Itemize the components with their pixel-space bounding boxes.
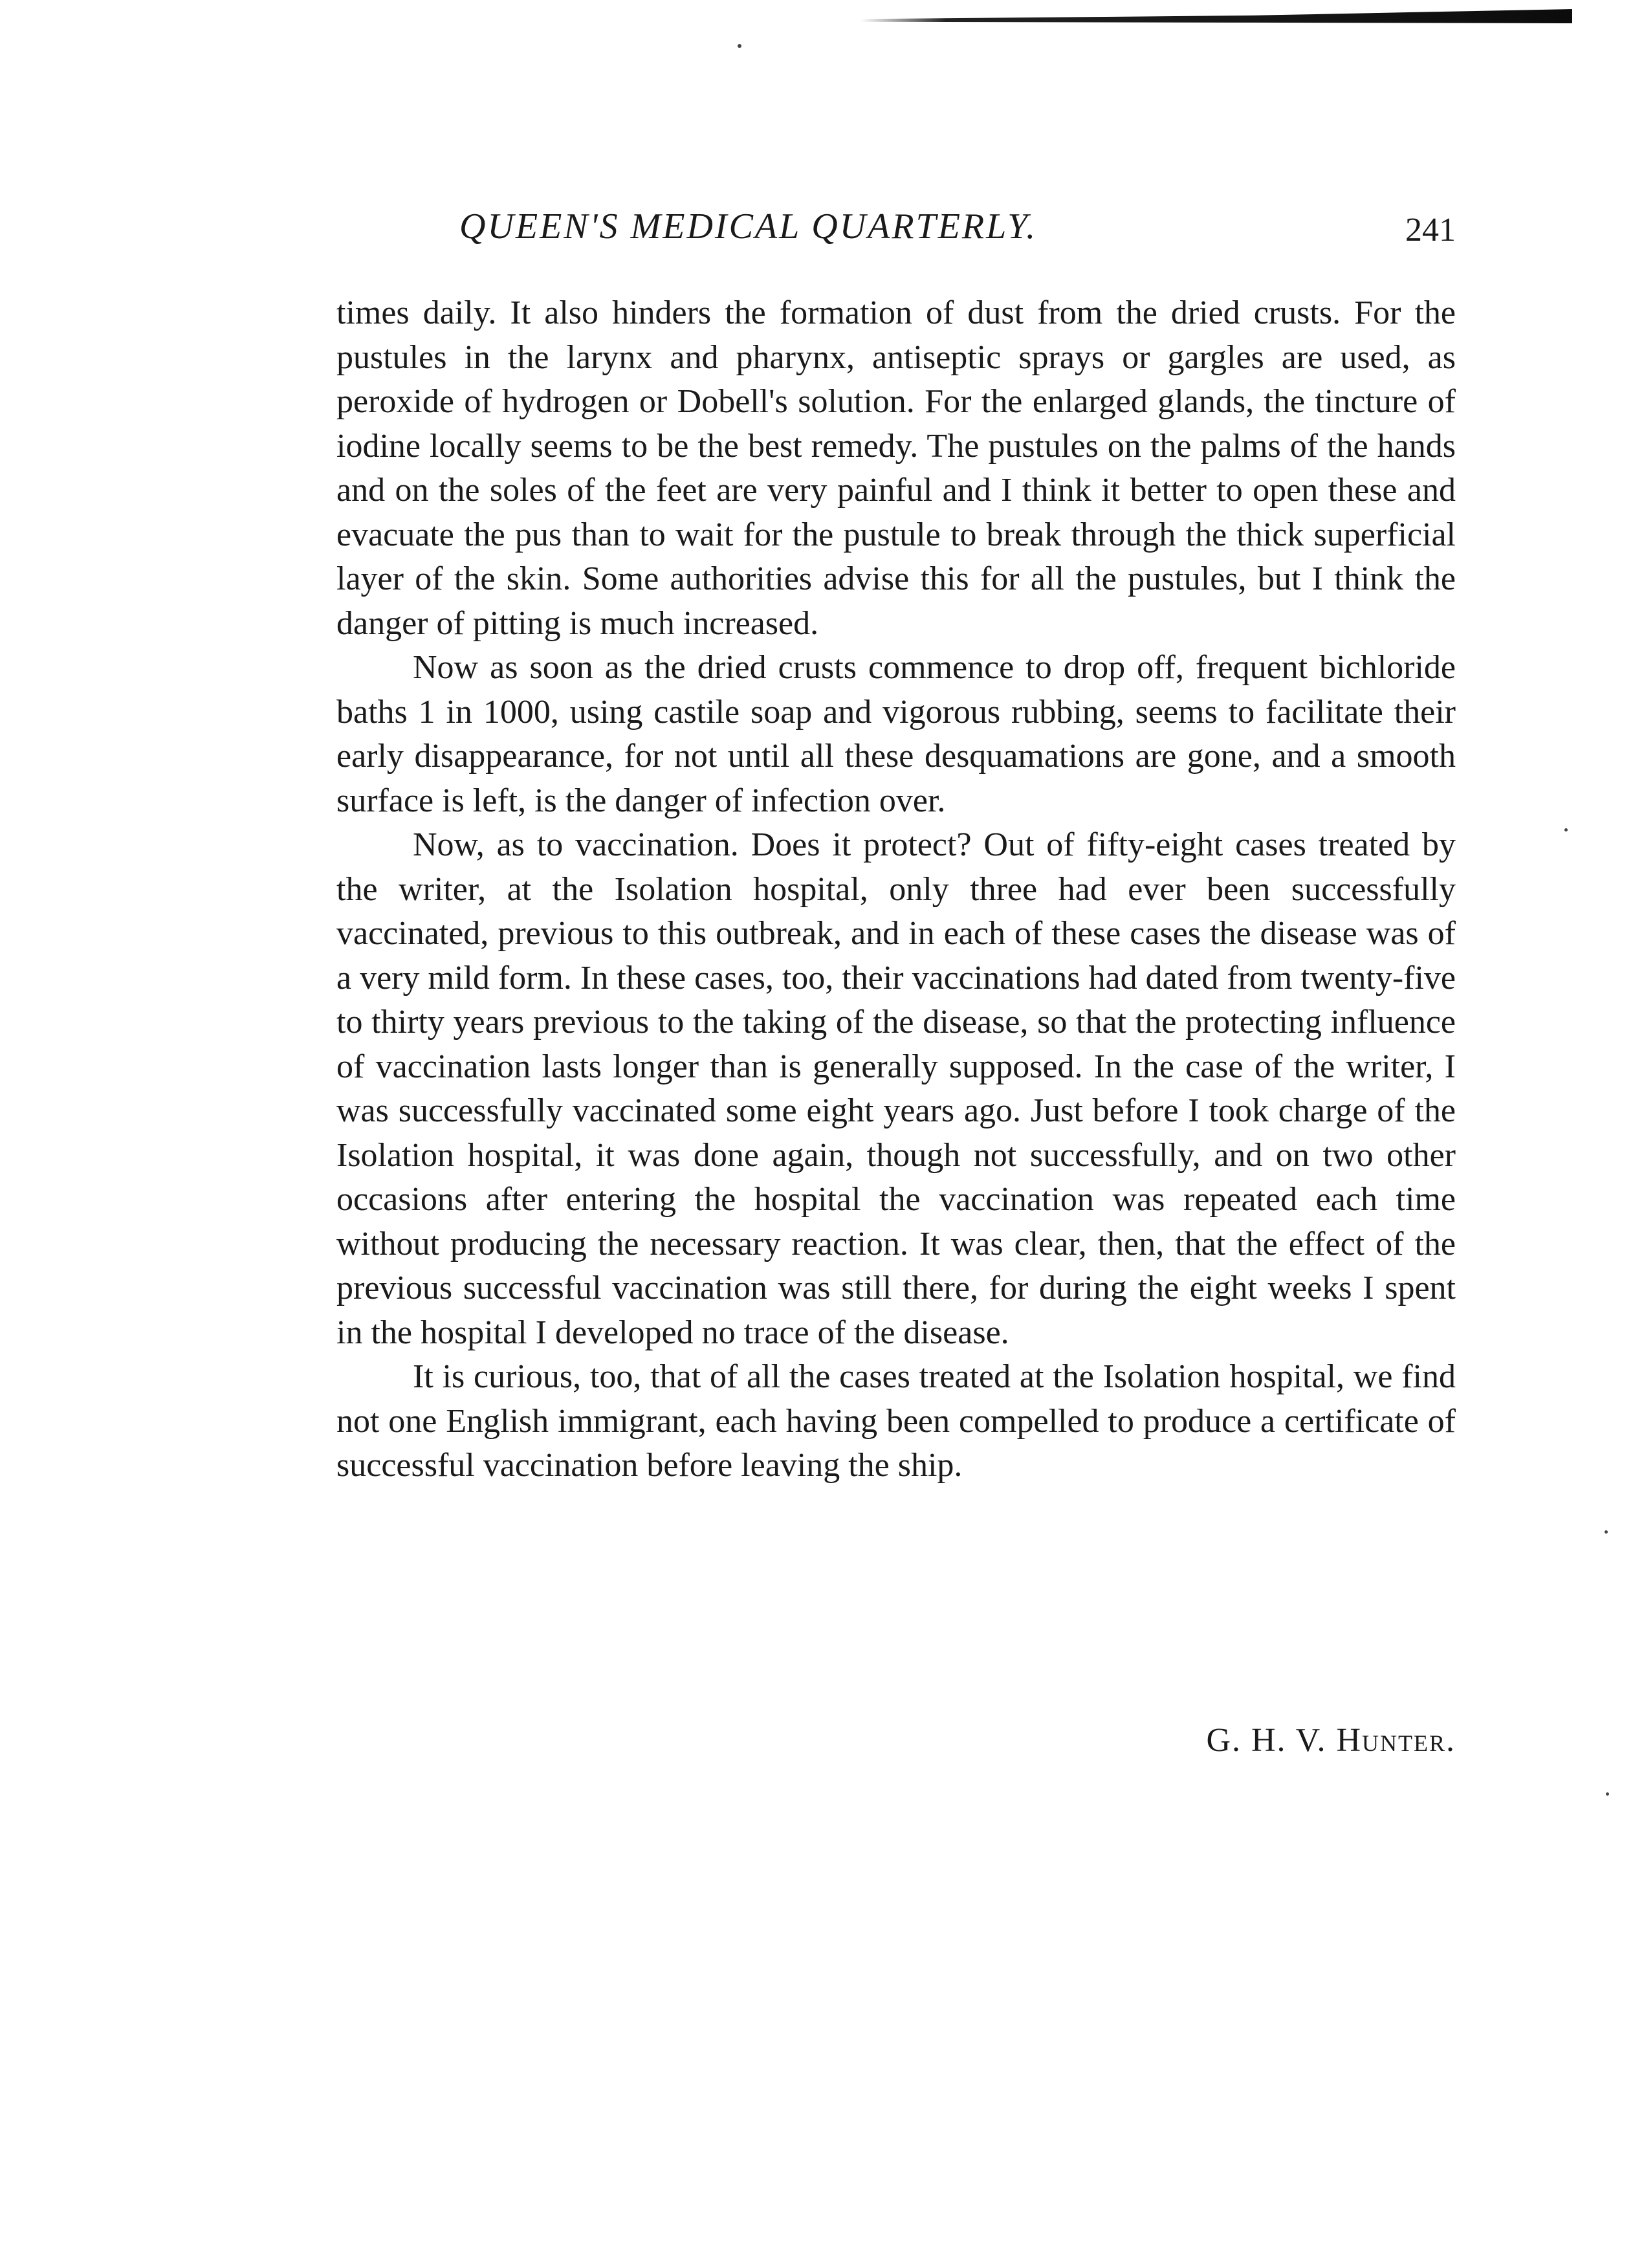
- journal-title: QUEEN'S MEDICAL QUARTERLY.: [459, 206, 1038, 247]
- paragraph-vaccination: Now, as to vaccination. Does it protect? Out of fifty-eight cases treated by the writer, at the Isolation hospital, only three had ever been successfully vaccinated, previous to this outbreak, and in each of these cases the disease was of a very mild form. In these cases, too, their vaccinations had dated from twenty-five to thirty years previous to the taking of the disease, so that the protecting influence of vaccination lasts longer than is generally supposed. In the case of the writer, I was successfully vaccinated some eight years ago. Just before I took charge of the Isolation hospital, it was done again, though not successfully, and on two other occasions after entering the hospital the vaccination was repeated each time without producing the necessary reaction. It was clear, then, that the effect of the previous successful vaccination was still there, for during the eight weeks I spent in the hospital I developed no trace of the disease.: [336, 826, 1456, 1351]
- scan-speck: [1605, 1530, 1608, 1534]
- scan-speck: [738, 44, 741, 48]
- paragraph-immigrants: It is curious, too, that of all the cases treated at the Isolation hospital, we find not one English immigrant, each having been compelled to produce a certificate of successful vaccination before leaving the ship.: [336, 1358, 1456, 1484]
- scan-edge-mark: [860, 9, 1572, 23]
- author-signature: G. H. V. Hunter.: [1206, 1722, 1456, 1759]
- scan-speck: [1606, 1792, 1609, 1796]
- scan-speck: [1564, 828, 1568, 831]
- paragraph-treatment: times daily. It also hinders the formation of dust from the dried crusts. For the pustules in the larynx and pharynx, antiseptic sprays or gargles are used, as peroxide of hydrogen or Dobell's solution. For the enlarged glands, the tincture of iodine locally seems to be the best remedy. The pustules on the palms of the hands and on the soles of the feet are very painful and I think it better to open these and evacuate the pus than to wait for the pustule to break through the thick superficial layer of the skin. Some authorities advise this for all the pustules, but I think the danger of pitting is much increased.: [336, 294, 1456, 642]
- running-header: [336, 206, 1456, 258]
- page-number: 241: [1405, 212, 1456, 248]
- article-body: [336, 291, 1456, 1488]
- paragraph-crusts: Now as soon as the dried crusts commence to drop off, frequent bichloride baths 1 in 1000, using castile soap and vigorous rubbing, seems to facilitate their early disappearance, for not until all these desquamations are gone, and a smooth surface is left, is the danger of infection over.: [336, 649, 1456, 819]
